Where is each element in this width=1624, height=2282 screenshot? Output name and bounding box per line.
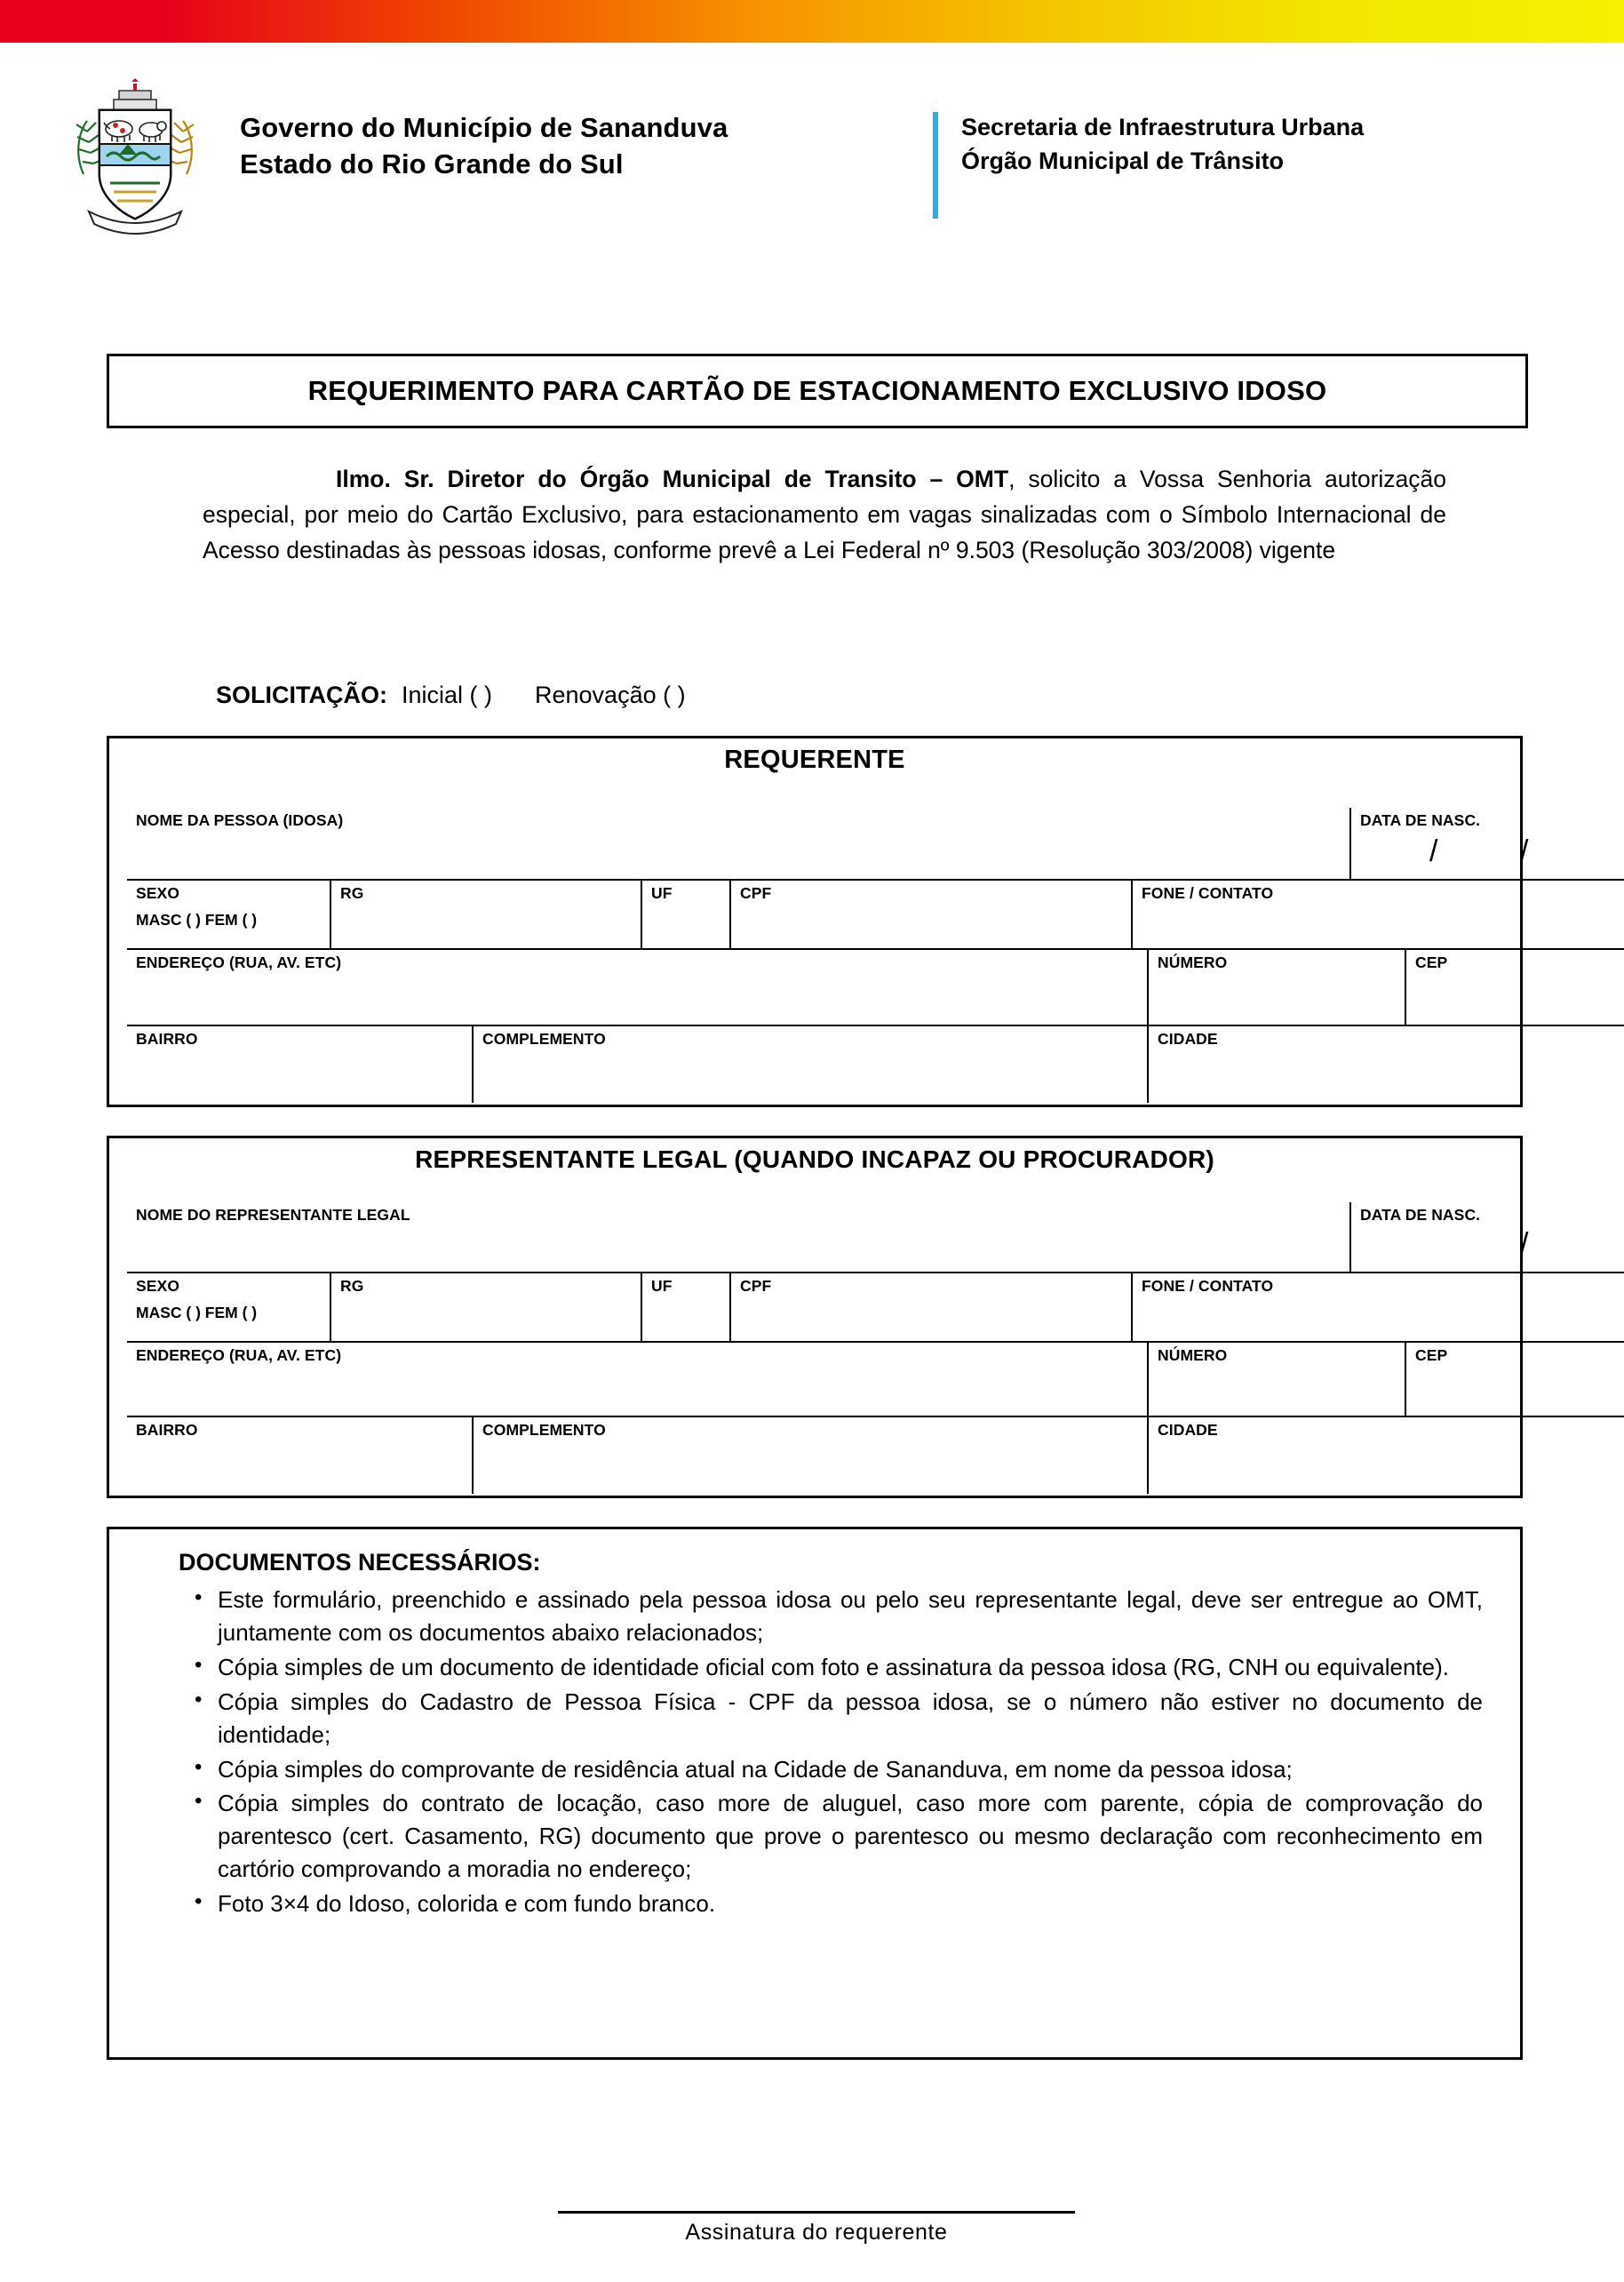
label-numero: NÚMERO	[1158, 953, 1228, 971]
label-bairro: BAIRRO	[136, 1030, 198, 1048]
field-rep-numero[interactable]	[1149, 1343, 1406, 1417]
header-divider	[933, 112, 938, 219]
label-uf: UF	[651, 884, 673, 902]
label-rep-numero: NÚMERO	[1158, 1346, 1228, 1364]
requerente-section-title: REQUERENTE	[724, 746, 905, 774]
label-cidade: CIDADE	[1158, 1030, 1218, 1048]
field-rep-uf[interactable]	[642, 1273, 731, 1343]
field-requerente-nome[interactable]	[127, 808, 1351, 881]
field-requerente-uf[interactable]	[642, 881, 731, 950]
label-rep-sexo-options[interactable]: MASC ( ) FEM ( )	[136, 1304, 258, 1321]
intro-rest: , solicito a Vossa Senhoria autorização especial, por meio do Cartão Exclusivo, para estacionamento em vagas sinalizadas com o Símbolo Internacional de Acesso destinadas às pessoas idosas, conforme prevê a Lei Federal nº 9.503 (Resolução 303/2008) vigente	[203, 466, 1447, 563]
sec-line-1: Secretaria de Infraestrutura Urbana	[961, 114, 1365, 140]
field-rep-data-nasc[interactable]	[1351, 1202, 1624, 1273]
gov-line-2: Estado do Rio Grande do Sul	[240, 148, 624, 180]
label-sexo: SEXO	[136, 884, 180, 902]
signature-label: Assinatura do requerente	[685, 2220, 948, 2245]
field-requerente-fone[interactable]	[1133, 881, 1624, 950]
list-item: • Cópia simples do Cadastro de Pessoa Física - CPF da pessoa idosa, se o número não estiver no documento de identidade;	[195, 1686, 1483, 1751]
intro-bold-lead: Ilmo. Sr. Diretor do Órgão Municipal de Transito – OMT	[336, 466, 1009, 492]
label-complemento: COMPLEMENTO	[482, 1030, 606, 1048]
representante-section-title: REPRESENTANTE LEGAL (QUANDO INCAPAZ OU PROCURADOR)	[415, 1145, 1214, 1173]
signature-line	[558, 2211, 1075, 2214]
field-requerente-data-nasc[interactable]	[1351, 808, 1624, 881]
label-rep-nome: NOME DO REPRESENTANTE LEGAL	[136, 1206, 410, 1224]
date-slash-1: /	[1429, 834, 1438, 868]
label-rep-cep: CEP	[1415, 1346, 1448, 1364]
label-rep-rg: RG	[340, 1277, 364, 1295]
label-rep-uf: UF	[651, 1277, 673, 1295]
label-data-nasc: DATA DE NASC.	[1360, 811, 1481, 829]
label-rep-complemento: COMPLEMENTO	[482, 1421, 606, 1439]
field-rep-fone[interactable]	[1133, 1273, 1624, 1343]
field-rep-nome[interactable]	[127, 1202, 1351, 1273]
field-requerente-numero[interactable]	[1149, 950, 1406, 1026]
label-rep-cidade: CIDADE	[1158, 1421, 1218, 1439]
field-requerente-rg[interactable]	[331, 881, 642, 950]
coat-of-arms-icon	[64, 78, 206, 243]
label-nome: NOME DA PESSOA (IDOSA)	[136, 811, 344, 829]
field-rep-cidade[interactable]	[1149, 1417, 1624, 1494]
field-requerente-complemento[interactable]	[474, 1026, 1149, 1103]
list-item: • Cópia simples de um documento de identidade oficial com foto e assinatura da pessoa idosa (RG, CNH ou equivalente).	[195, 1651, 1483, 1684]
representante-section	[107, 1136, 1529, 1498]
field-requerente-bairro[interactable]	[127, 1026, 474, 1103]
document-header	[64, 78, 1574, 243]
top-color-bar	[0, 0, 1624, 43]
sec-line-2: Órgão Municipal de Trânsito	[961, 148, 1285, 175]
solicitation-row	[216, 680, 686, 711]
label-rep-fone: FONE / CONTATO	[1142, 1277, 1274, 1295]
label-rep-endereco: ENDEREÇO (RUA, AV. ETC)	[136, 1346, 342, 1364]
label-fone: FONE / CONTATO	[1142, 884, 1274, 902]
label-rep-bairro: BAIRRO	[136, 1421, 198, 1439]
solicitation-option-initial[interactable]: Inicial ( )	[401, 682, 492, 708]
documentos-title: DOCUMENTOS NECESSÁRIOS:	[179, 1549, 541, 1576]
field-rep-bairro[interactable]	[127, 1417, 474, 1494]
label-rep-cpf: CPF	[740, 1277, 772, 1295]
list-item: • Cópia simples do contrato de locação, caso more de aluguel, caso more com parente, cópia de comprovação do parentesco (cert. Casamento, RG) documento que prove o parentesco ou mesmo declaração com reconhecimento em cartório comprovando a moradia no endereço;	[195, 1787, 1483, 1886]
page-title: REQUERIMENTO PARA CARTÃO DE ESTACIONAMENTO EXCLUSIVO IDOSO	[307, 375, 1327, 406]
field-rep-endereco[interactable]	[127, 1343, 1149, 1417]
solicitation-label: SOLICITAÇÃO:	[216, 682, 387, 708]
documentos-list	[109, 1584, 1520, 1920]
list-item: • Este formulário, preenchido e assinado pela pessoa idosa ou pelo seu representante legal, deve ser entregue ao OMT, juntamente com os documentos abaixo relacionados;	[195, 1584, 1483, 1649]
field-requerente-cep[interactable]	[1406, 950, 1624, 1026]
field-rep-rg[interactable]	[331, 1273, 642, 1343]
field-rep-complemento[interactable]	[474, 1417, 1149, 1494]
label-endereco: ENDEREÇO (RUA, AV. ETC)	[136, 953, 342, 971]
date-slash-2: /	[1520, 834, 1529, 868]
documentos-section	[107, 1527, 1523, 2060]
requerente-section	[107, 736, 1529, 1107]
field-rep-cep[interactable]	[1406, 1343, 1624, 1417]
field-requerente-cpf[interactable]	[731, 881, 1133, 950]
government-title-block	[222, 110, 933, 183]
gov-line-1: Governo do Município de Sananduva	[240, 112, 728, 143]
form-title-box	[107, 354, 1528, 428]
label-rep-data-nasc: DATA DE NASC.	[1360, 1206, 1481, 1224]
field-requerente-sexo[interactable]	[127, 881, 331, 950]
field-rep-sexo[interactable]	[127, 1273, 331, 1343]
list-item: • Cópia simples do comprovante de residência atual na Cidade de Sananduva, em nome da pessoa idosa;	[195, 1753, 1483, 1786]
label-cpf: CPF	[740, 884, 772, 902]
list-item: • Foto 3×4 do Idoso, colorida e com fundo branco.	[195, 1887, 1483, 1920]
label-sexo-options[interactable]: MASC ( ) FEM ( )	[136, 911, 258, 929]
field-rep-cpf[interactable]	[731, 1273, 1133, 1343]
label-rg: RG	[340, 884, 364, 902]
secretariat-title-block	[961, 110, 1565, 179]
field-requerente-cidade[interactable]	[1149, 1026, 1624, 1103]
intro-paragraph	[203, 462, 1446, 568]
solicitation-option-renewal[interactable]: Renovação ( )	[535, 682, 686, 708]
rep-date-slash: /	[1520, 1227, 1529, 1261]
field-requerente-endereco[interactable]	[127, 950, 1149, 1026]
label-rep-sexo: SEXO	[136, 1277, 180, 1295]
label-cep: CEP	[1415, 953, 1448, 971]
